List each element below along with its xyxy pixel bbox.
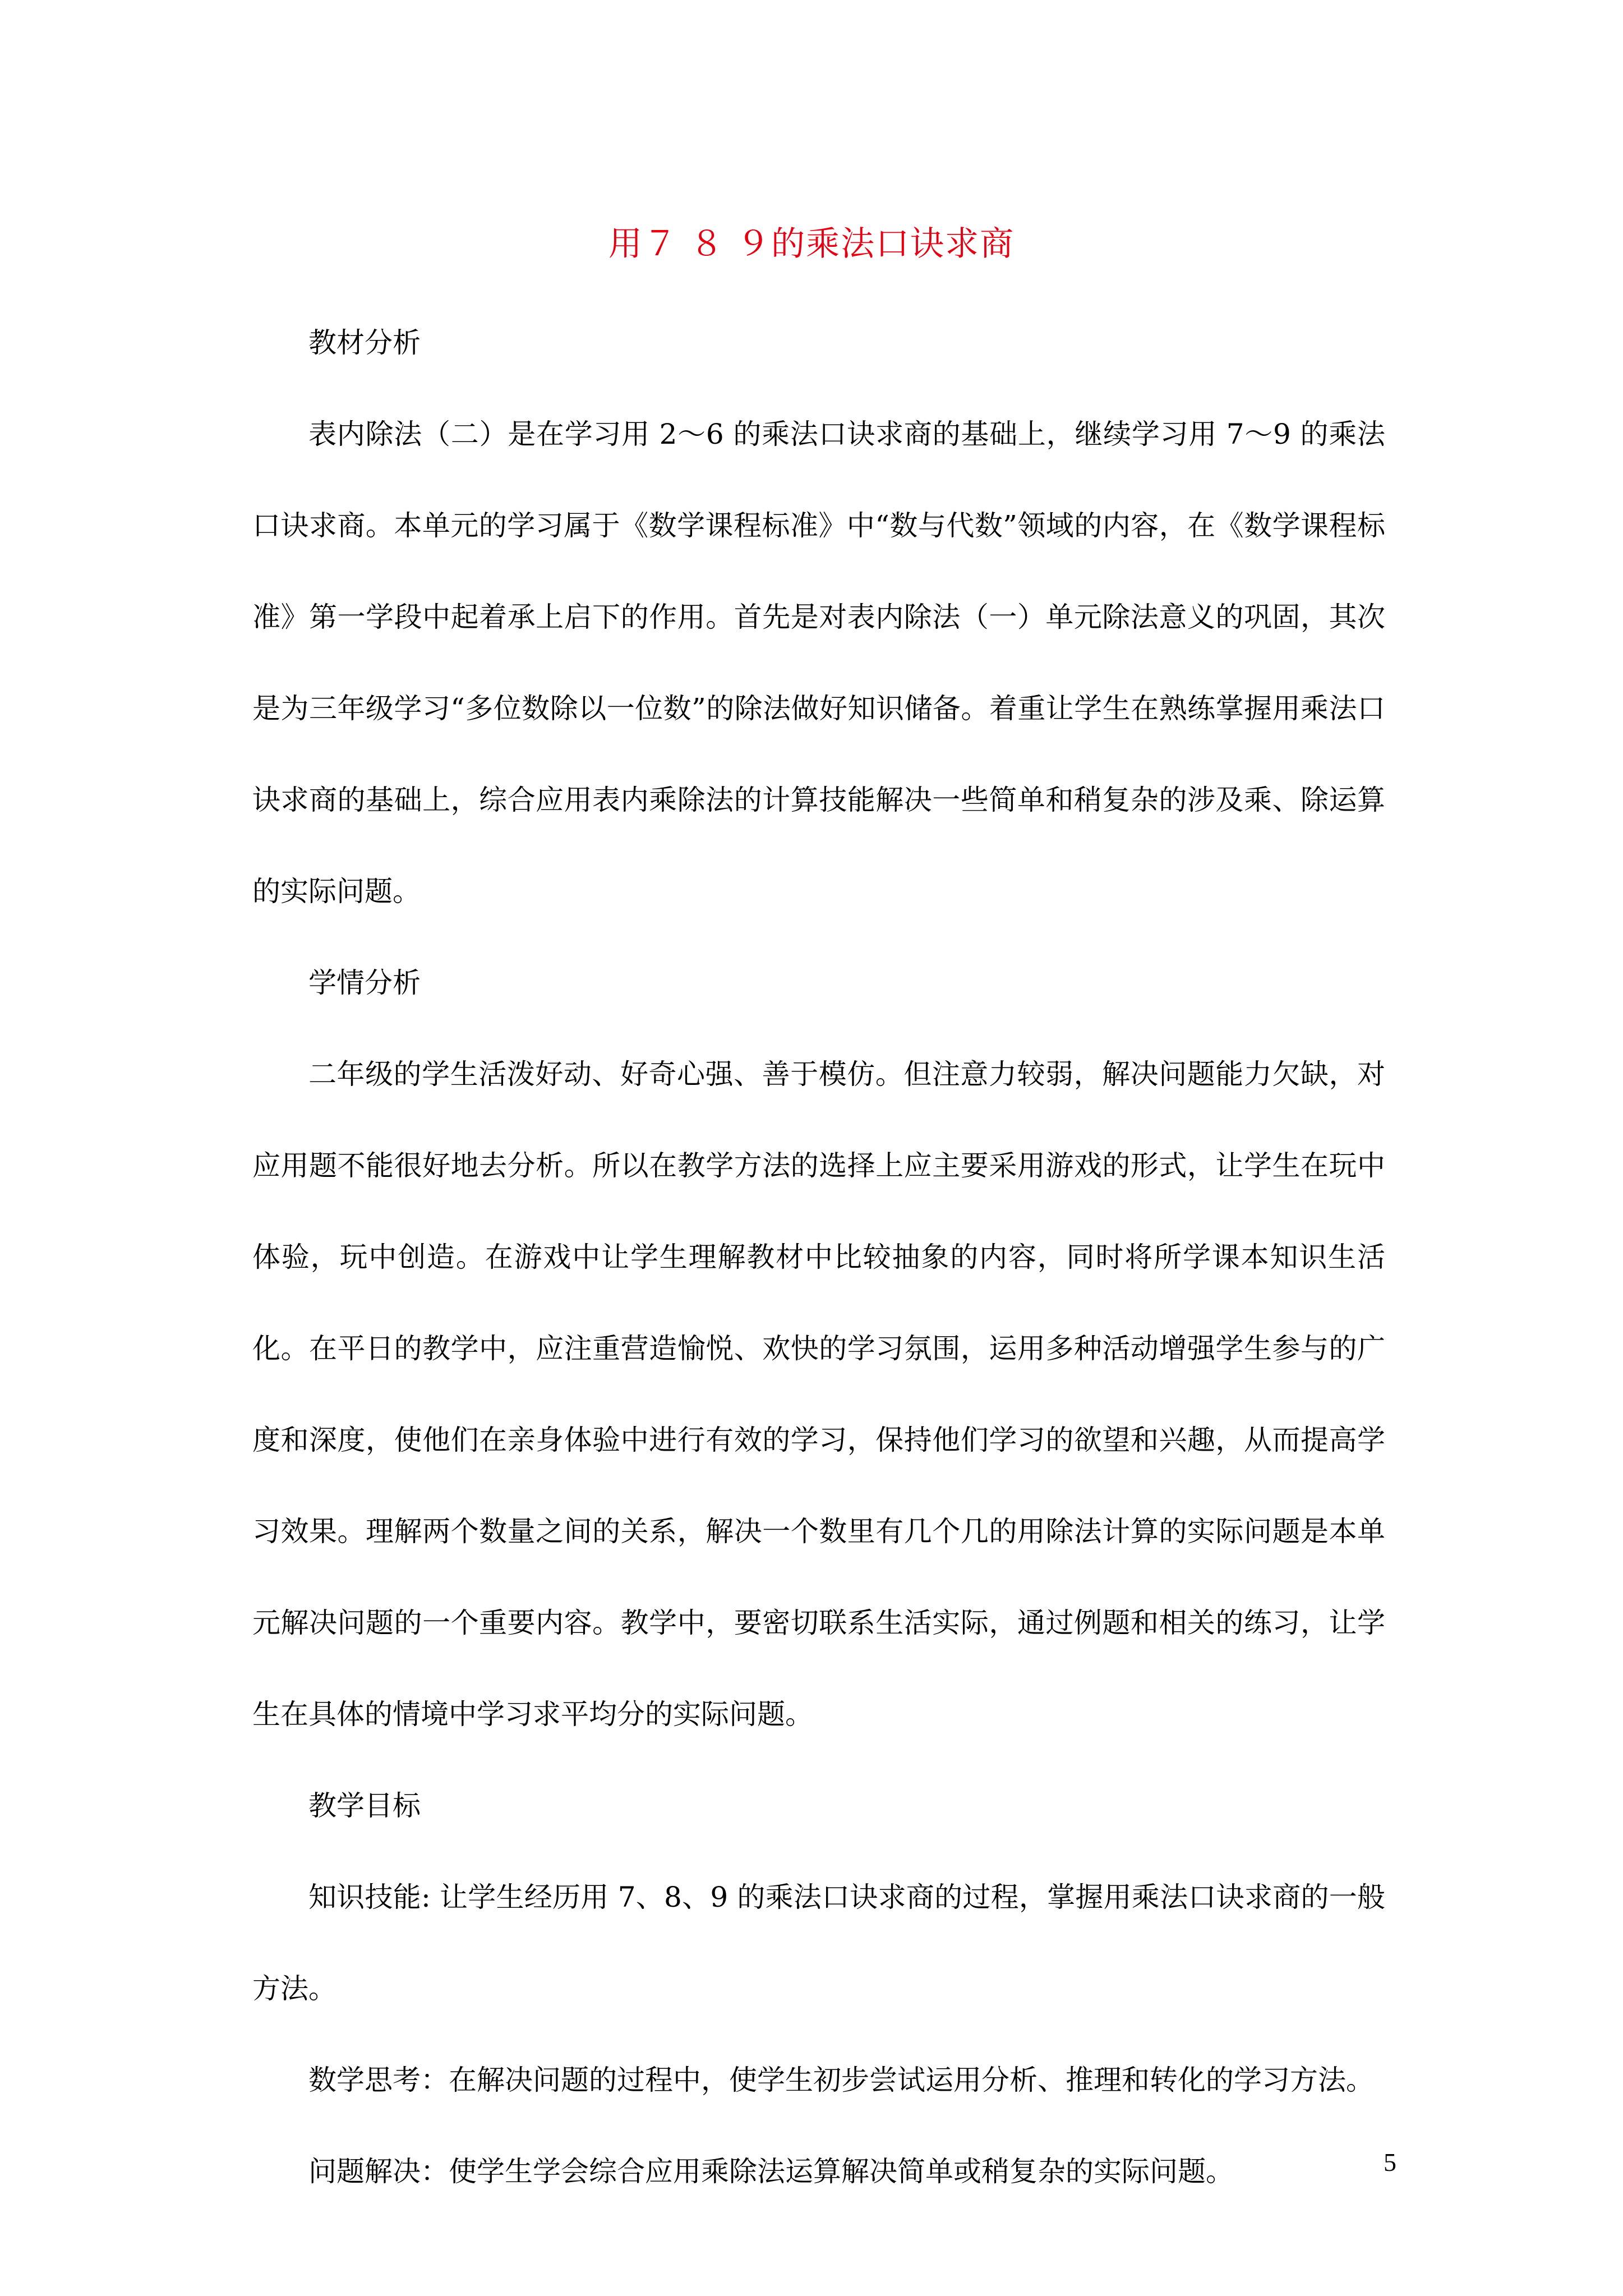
paragraph-textbook-analysis: 表内除法（二）是在学习用 2～6 的乘法口诀求商的基础上，继续学习用 7～9 的乘法口诀求商。本单元的学习属于《数学课程标准》中“数与代数”领域的内容，在《数学课程标准》第一学段中起着承上启下的作用。首先是对表内除法（一）单元除法意义的巩固，其次是为三年级学习“多位数除以一位数”的除法做好知识储备。着重让学生在熟练掌握用乘法口诀求商的基础上，综合应用表内乘除法的计算技能解决一些简单和稍复杂的涉及乘、除运算的实际问题。 — [252, 418, 1385, 908]
paragraph-problem-solving: 问题解决：使学生学会综合应用乘除法运算解决简单或稍复杂的实际问题。 — [308, 2155, 1234, 2188]
section-heading-teaching-goals: 教学目标 — [308, 1789, 421, 1822]
document-body — [252, 297, 1385, 2217]
paragraph-knowledge-skills: 知识技能: 让学生经历用 7、8、9 的乘法口诀求商的过程，掌握用乘法口诀求商的一般方法。 — [252, 1881, 1385, 2005]
paragraph-math-thinking: 数学思考：在解决问题的过程中，使学生初步尝试运用分析、推理和转化的学习方法。 — [308, 2064, 1374, 2096]
page-number: 5 — [1384, 2148, 1396, 2177]
section-heading-textbook-analysis: 教材分析 — [308, 326, 421, 359]
paragraph-student-analysis: 二年级的学生活泼好动、好奇心强、善于模仿。但注意力较弱，解决问题能力欠缺，对应用题不能很好地去分析。所以在教学方法的选择上应主要采用游戏的形式，让学生在玩中体验，玩中创造。在游戏中让学生理解教材中比较抽象的内容，同时将所学课本知识生活化。在平日的教学中，应注重营造愉悦、欢快的学习氛围，运用多种活动增强学生参与的广度和深度，使他们在亲身体验中进行有效的学习，保持他们学习的欲望和兴趣，从而提高学习效果。理解两个数量之间的关系，解决一个数里有几个几的用除法计算的实际问题是本单元解决问题的一个重要内容。教学中，要密切联系生活实际，通过例题和相关的练习，让学生在具体的情境中学习求平均分的实际问题。 — [252, 1058, 1385, 1731]
document-title: 用７ ８ ９的乘法口诀求商 — [608, 224, 1015, 264]
section-heading-student-analysis: 学情分析 — [308, 967, 421, 999]
